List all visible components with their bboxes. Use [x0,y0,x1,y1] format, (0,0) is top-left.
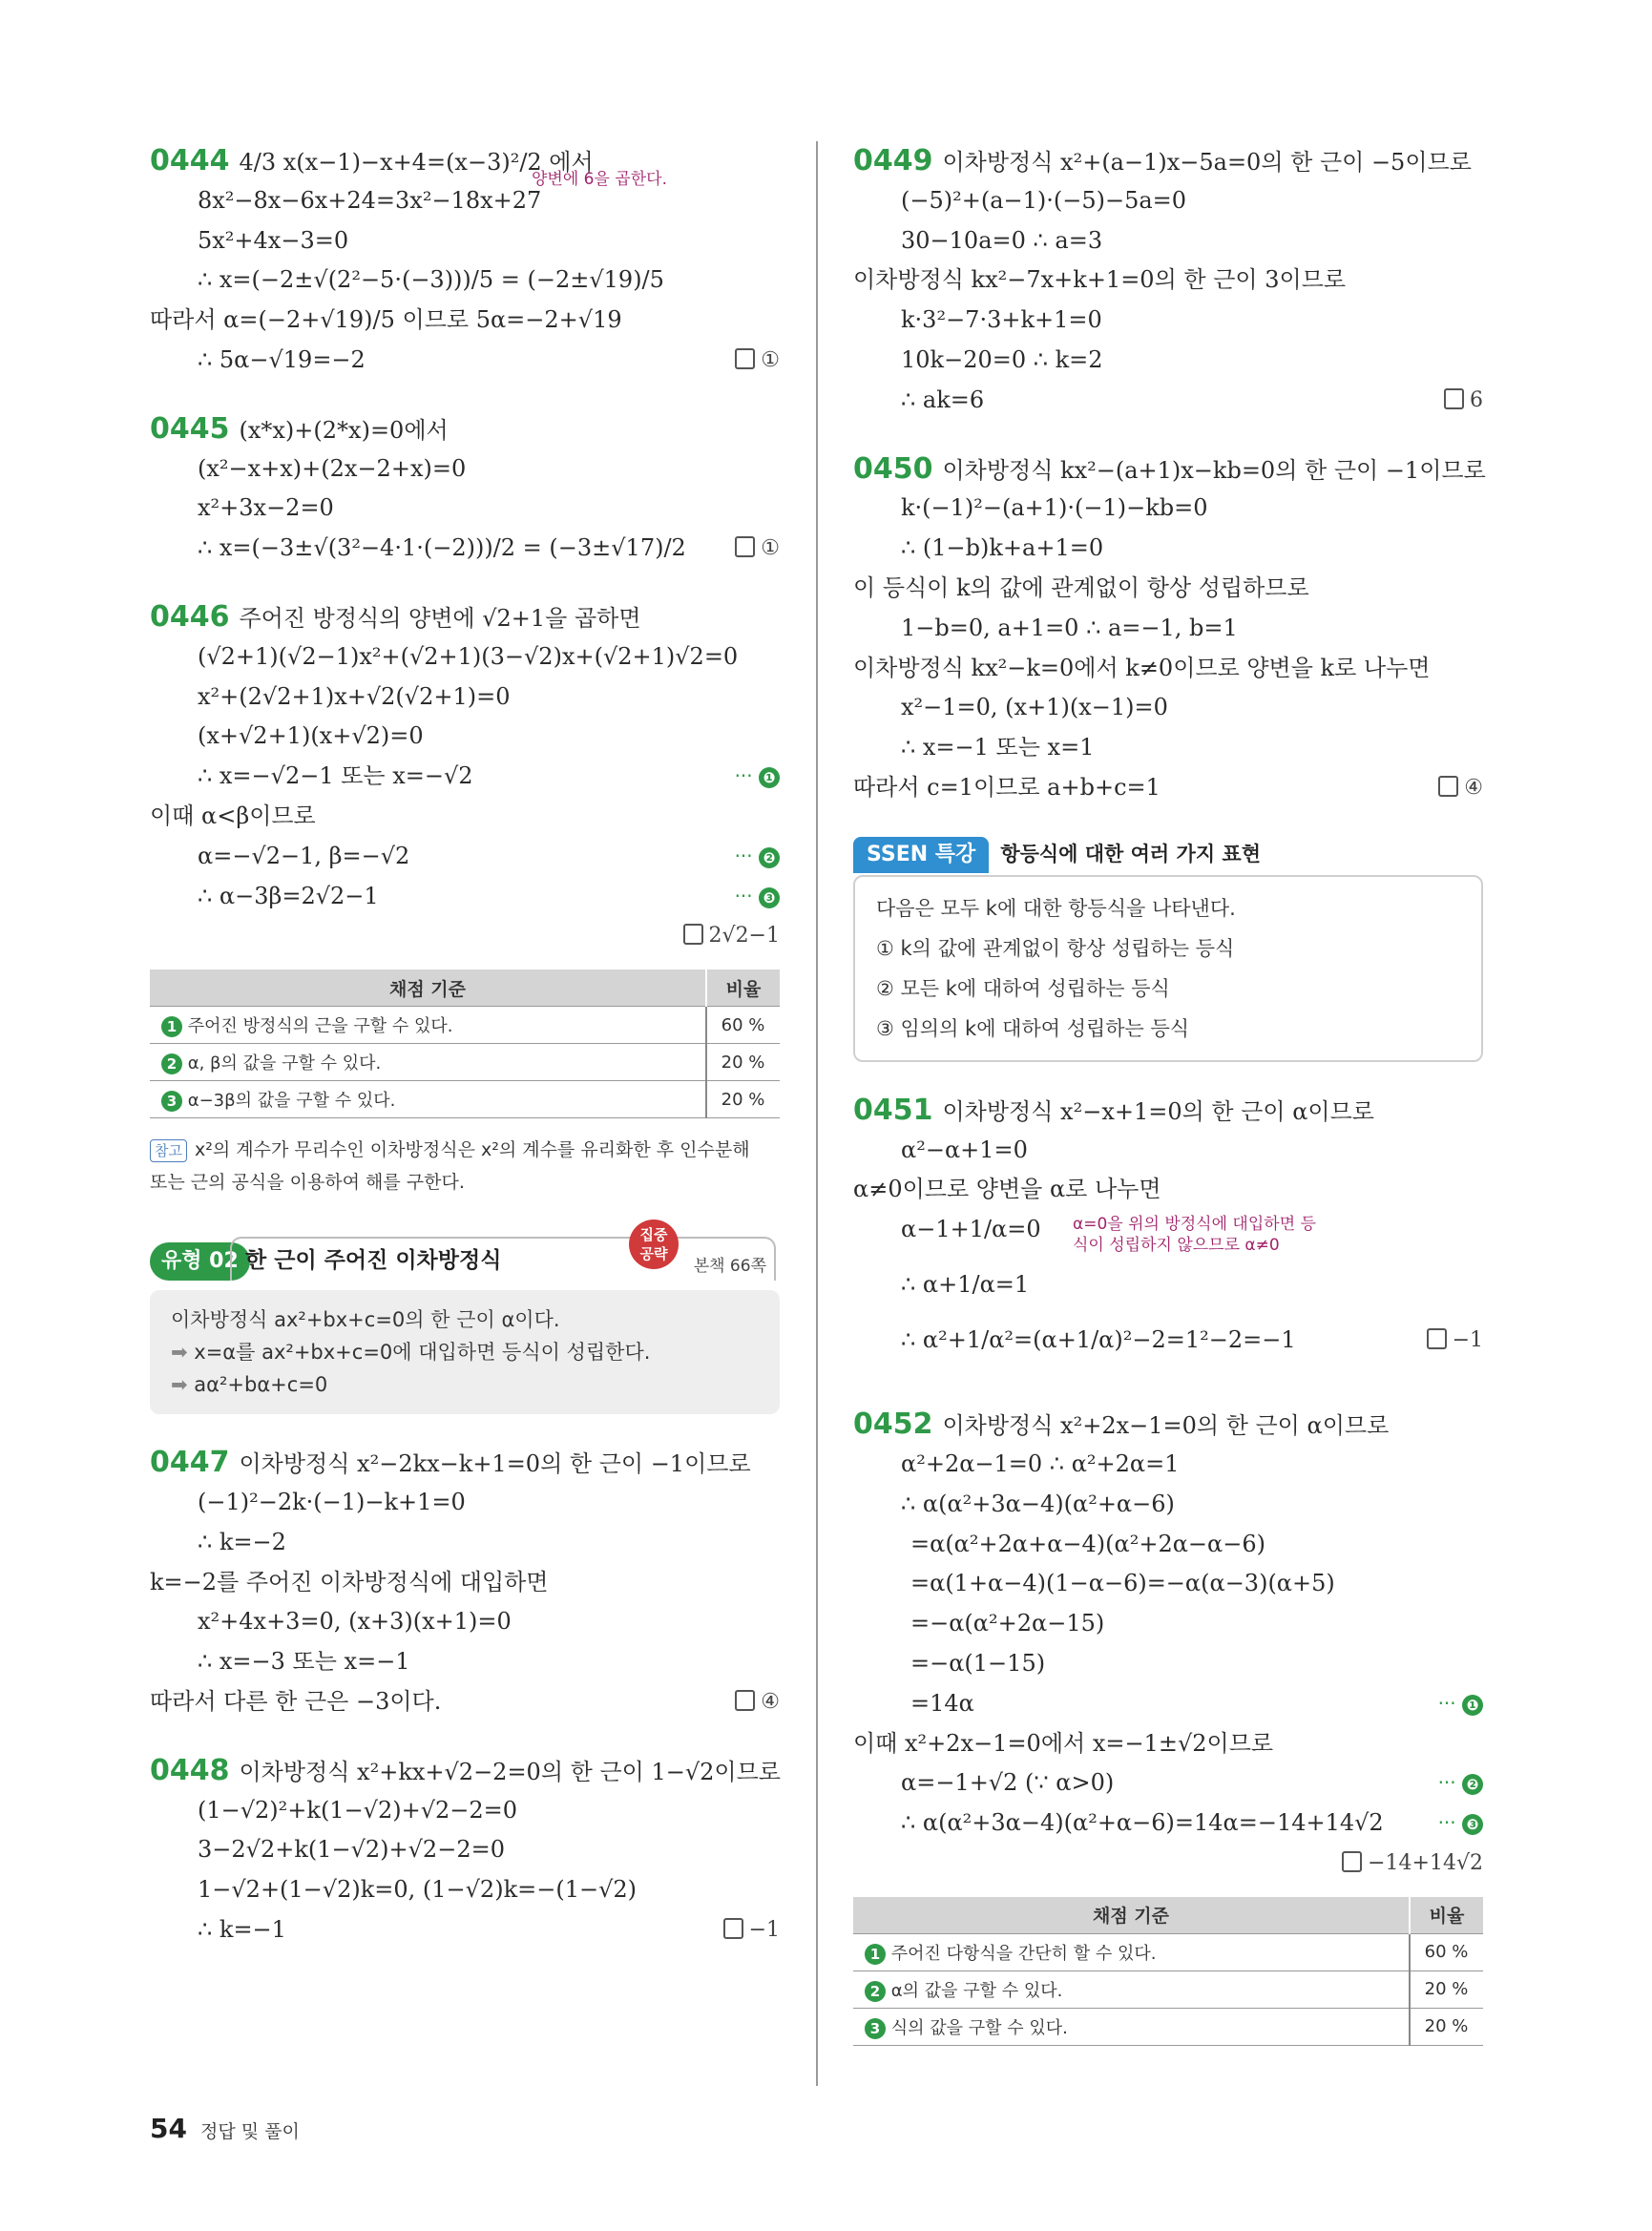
solution-line: α−1+1/α=0 [901,1216,1041,1243]
solution-line: 10k−20=0 ∴ k=2 [901,345,1103,373]
arrow-icon: ➡ [171,1341,195,1365]
solution-line: 이차방정식 x²+kx+√2−2=0의 한 근이 1−√2이므로 [239,1758,781,1785]
solution-line: (−5)²+(a−1)·(−5)−5a=0 [901,186,1187,214]
solution-line: x²+4x+3=0, (x+3)(x+1)=0 [198,1608,512,1636]
type-badge: 유형 02 [150,1242,250,1281]
page-number: 54 [150,2113,187,2144]
solution-line: 1−b=0, a+1=0 ∴ a=−1, b=1 [901,614,1238,641]
step-marker: ··· ❷ [735,837,780,877]
solution-line: 이차방정식 x²−x+1=0의 한 근이 α이므로 [942,1097,1374,1125]
answer-icon [723,1918,743,1939]
solution-line: (1−√2)²+k(1−√2)+√2−2=0 [198,1796,518,1824]
solution-line: 이때 α<β이므로 [150,802,316,829]
textbook-reference: 본책 66쪽 [693,1257,766,1277]
solution-line: α=−√2−1, β=−√2 [198,842,410,869]
problem-0445 [150,409,780,569]
solution-line: α=−1+√2 (∵ α>0) [901,1769,1115,1797]
solution-line: ∴ α(α²+3α−4)(α²+α−6)=14α=−14+14√2 [901,1809,1384,1837]
solution-line: x²−1=0, (x+1)(x−1)=0 [901,694,1168,721]
table-row: 3 α−3β의 값을 구할 수 있다. 20 % [150,1081,780,1118]
problem-number: 0444 [150,144,230,177]
answer-icon [1342,1851,1362,1872]
problem-number: 0452 [853,1407,933,1442]
solution-line: k=−2를 주어진 이차방정식에 대입하면 [150,1568,549,1595]
type-summary-box: 이차방정식 ax²+bx+c=0의 한 근이 α이다. ➡ x=α를 ax²+bx+c=0에 대입하면 등식이 성립한다. ➡ aα²+bα+c=0 [150,1290,780,1414]
problem-0446 [150,597,780,956]
answer-icon [735,536,755,557]
problem-0447 [150,1443,780,1722]
right-column [853,141,1486,2046]
arrow-icon: ➡ [171,1373,195,1397]
answer: ④ [735,1682,780,1722]
solution-line: (−1)²−2k·(−1)−k+1=0 [198,1488,466,1515]
solution-line: 이차방정식 kx²−k=0에서 k≠0이므로 양변을 k로 나누면 [853,654,1431,681]
problem-number: 0445 [150,411,230,446]
table-header: 비율 [706,970,780,1007]
solution-line: x²+3x−2=0 [198,494,334,522]
solution-line: k·(−1)²−(a+1)·(−1)−kb=0 [901,494,1208,522]
left-column [150,141,780,1950]
solution-line: 이차방정식 kx²−(a+1)x−kb=0의 한 근이 −1이므로 [942,456,1486,484]
solution-line: =−α(1−15) [910,1649,1046,1677]
solution-line: ∴ x=−1 또는 x=1 [901,734,1095,761]
solution-line: 1−√2+(1−√2)k=0, (1−√2)k=−(1−√2) [198,1876,637,1904]
answer-icon [1427,1328,1447,1349]
problem-number: 0451 [853,1093,933,1127]
answer: −1 [723,1910,780,1950]
type-title: 한 근이 주어진 이차방정식 [230,1237,776,1281]
scoring-table [853,1897,1483,2046]
table-header: 비율 [1410,1897,1483,1934]
solution-line: x²+(2√2+1)x+√2(√2+1)=0 [198,682,511,710]
type-header [150,1226,780,1290]
solution-line: ∴ k=−2 [198,1528,286,1555]
ssen-special-box: SSEN 특강 항등식에 대한 여러 가지 표현 다음은 모두 k에 대한 항등식을 나타낸다. ① k의 값에 관계없이 항상 성립하는 등식 ② 모든 k에 대하여 성립하는 등식 ③ 임의의 k에 대하여 성립하는 등식 [853,837,1483,1062]
solution-line: α²+2α−1=0 ∴ α²+2α=1 [901,1449,1180,1477]
table-header: 채점 기준 [853,1897,1410,1934]
reference-badge: 참고 [150,1139,187,1162]
answer-icon [683,924,703,945]
solution-line: α²−α+1=0 [901,1136,1028,1163]
solution-line: (√2+1)(√2−1)x²+(√2+1)(3−√2)x+(√2+1)√2=0 [198,642,739,670]
solution-line: 이차방정식 x²+2x−1=0의 한 근이 α이므로 [942,1412,1390,1440]
solution-line: 이차방정식 kx²−7x+k+1=0의 한 근이 3이므로 [853,266,1347,294]
page-footer [150,2113,300,2144]
problem-0450 [853,449,1486,808]
solution-line: k·3²−7·3+k+1=0 [901,306,1102,334]
table-row: 2 α의 값을 구할 수 있다. 20 % [853,1970,1483,2008]
column-divider [816,141,818,2086]
solution-line: ∴ x=(−3±√(3²−4·1·(−2)))/2 = (−3±√17)/2 [198,534,686,562]
ssen-title: 항등식에 대한 여러 가지 표현 [1000,842,1261,865]
step-marker: ··· ❷ [1438,1763,1483,1804]
solution-line: ∴ x=−√2−1 또는 x=−√2 [198,762,473,790]
solution-line: ∴ (1−b)k+a+1=0 [901,534,1104,562]
solution-line: 이 등식이 k의 값에 관계없이 항상 성립하므로 [853,573,1309,601]
page-label: 정답 및 풀이 [199,2121,300,2142]
step-marker: ··· ❸ [735,877,780,917]
solution-line: ∴ x=−3 또는 x=−1 [198,1648,410,1676]
solution-line: (x*x)+(2*x)=0에서 [239,416,449,444]
solution-line: ∴ α(α²+3α−4)(α²+α−6) [901,1490,1175,1517]
answer: 2√2−1 [683,916,780,956]
problem-number: 0450 [853,451,933,486]
annotation-note: α=0을 위의 방정식에 대입하면 등식이 성립하지 않으므로 α≠0 [1073,1215,1316,1256]
solution-line: 주어진 방정식의 양변에 √2+1을 곱하면 [239,604,641,632]
solution-line: =14α [910,1689,974,1717]
problem-number: 0449 [853,144,933,177]
problem-number: 0446 [150,599,230,634]
answer: −14+14√2 [1342,1844,1483,1884]
table-header: 채점 기준 [150,970,706,1007]
solution-line: ∴ 5α−√19=−2 [198,345,366,373]
problem-number: 0448 [150,1753,230,1787]
solution-line: ∴ α+1/α=1 [901,1271,1030,1299]
answer-icon [1438,776,1458,797]
step-marker: ··· ❶ [735,757,780,797]
problem-0448 [150,1751,780,1950]
problem-0452 [853,1405,1483,1884]
solution-line: ∴ α²+1/α²=(α+1/α)²−2=1²−2=−1 [901,1326,1296,1354]
table-row: 3 식의 값을 구할 수 있다. 20 % [853,2008,1483,2045]
solution-line: 따라서 c=1이므로 a+b+c=1 [853,773,1161,801]
solution-line: 30−10a=0 ∴ a=3 [901,226,1103,254]
ssen-badge: SSEN 특강 [853,837,989,873]
scoring-table [150,970,780,1118]
solution-line: 이차방정식 x²+(a−1)x−5a=0의 한 근이 −5이므로 [942,149,1472,176]
solution-line: ∴ ak=6 [901,386,985,413]
solution-line: 따라서 α=(−2+√19)/5 이므로 5α=−2+√19 [150,306,622,334]
solution-line: =α(α²+2α+α−4)(α²+2α−α−6) [910,1530,1265,1557]
table-row: 1 주어진 방정식의 근을 구할 수 있다. 60 % [150,1007,780,1044]
table-row: 1 주어진 다항식을 간단히 할 수 있다. 60 % [853,1933,1483,1970]
solution-line: 이때 x²+2x−1=0에서 x=−1±√2이므로 [853,1729,1274,1757]
solution-line: 3−2√2+k(1−√2)+√2−2=0 [198,1836,505,1864]
problem-number: 0447 [150,1446,230,1480]
problem-0451 [853,1091,1483,1376]
answer: ④ [1438,768,1483,808]
answer: 6 [1444,381,1483,421]
problem-0449 [853,141,1483,421]
reference-note: 참고 x²의 계수가 무리수인 이차방정식은 x²의 계수를 유리화한 후 인수분해 또는 근의 공식을 이용하여 해를 구한다. [150,1139,750,1194]
solution-line: 따라서 다른 한 근은 −3이다. [150,1687,442,1715]
answer-icon [1444,388,1464,409]
answer: ① [735,341,780,381]
solution-line: =−α(α²+2α−15) [910,1610,1105,1637]
solution-line: =α(1+α−4)(1−α−6)=−α(α−3)(α+5) [910,1570,1335,1597]
solution-line: ∴ α−3β=2√2−1 [198,882,379,909]
answer-icon [735,1690,755,1711]
solution-line: (x²−x+x)+(2x−2+x)=0 [198,454,467,482]
answer: −1 [1427,1321,1483,1361]
answer-icon [735,348,755,369]
solution-line: 이차방정식 x²−2kx−k+1=0의 한 근이 −1이므로 [239,1450,751,1478]
focus-badge: 집중 공략 [629,1220,679,1269]
annotation-note: 양변에 6을 곱한다. [532,169,667,189]
solution-line: ∴ k=−1 [198,1915,286,1943]
step-marker: ··· ❶ [1438,1684,1483,1724]
table-row: 2 α, β의 값을 구할 수 있다. 20 % [150,1044,780,1081]
solution-line: 8x²−8x−6x+24=3x²−18x+27 [198,186,542,214]
solution-line: α≠0이므로 양변을 α로 나누면 [853,1176,1161,1203]
solution-line: (x+√2+1)(x+√2)=0 [198,722,424,750]
solution-line: 5x²+4x−3=0 [198,226,349,254]
answer: ① [735,529,780,569]
step-marker: ··· ❸ [1438,1804,1483,1844]
problem-0444 [150,141,780,381]
solution-line: 4/3 x(x−1)−x+4=(x−3)²/2 에서 [239,149,594,176]
solution-line: ∴ x=(−2±√(2²−5·(−3)))/5 = (−2±√19)/5 [198,266,664,294]
